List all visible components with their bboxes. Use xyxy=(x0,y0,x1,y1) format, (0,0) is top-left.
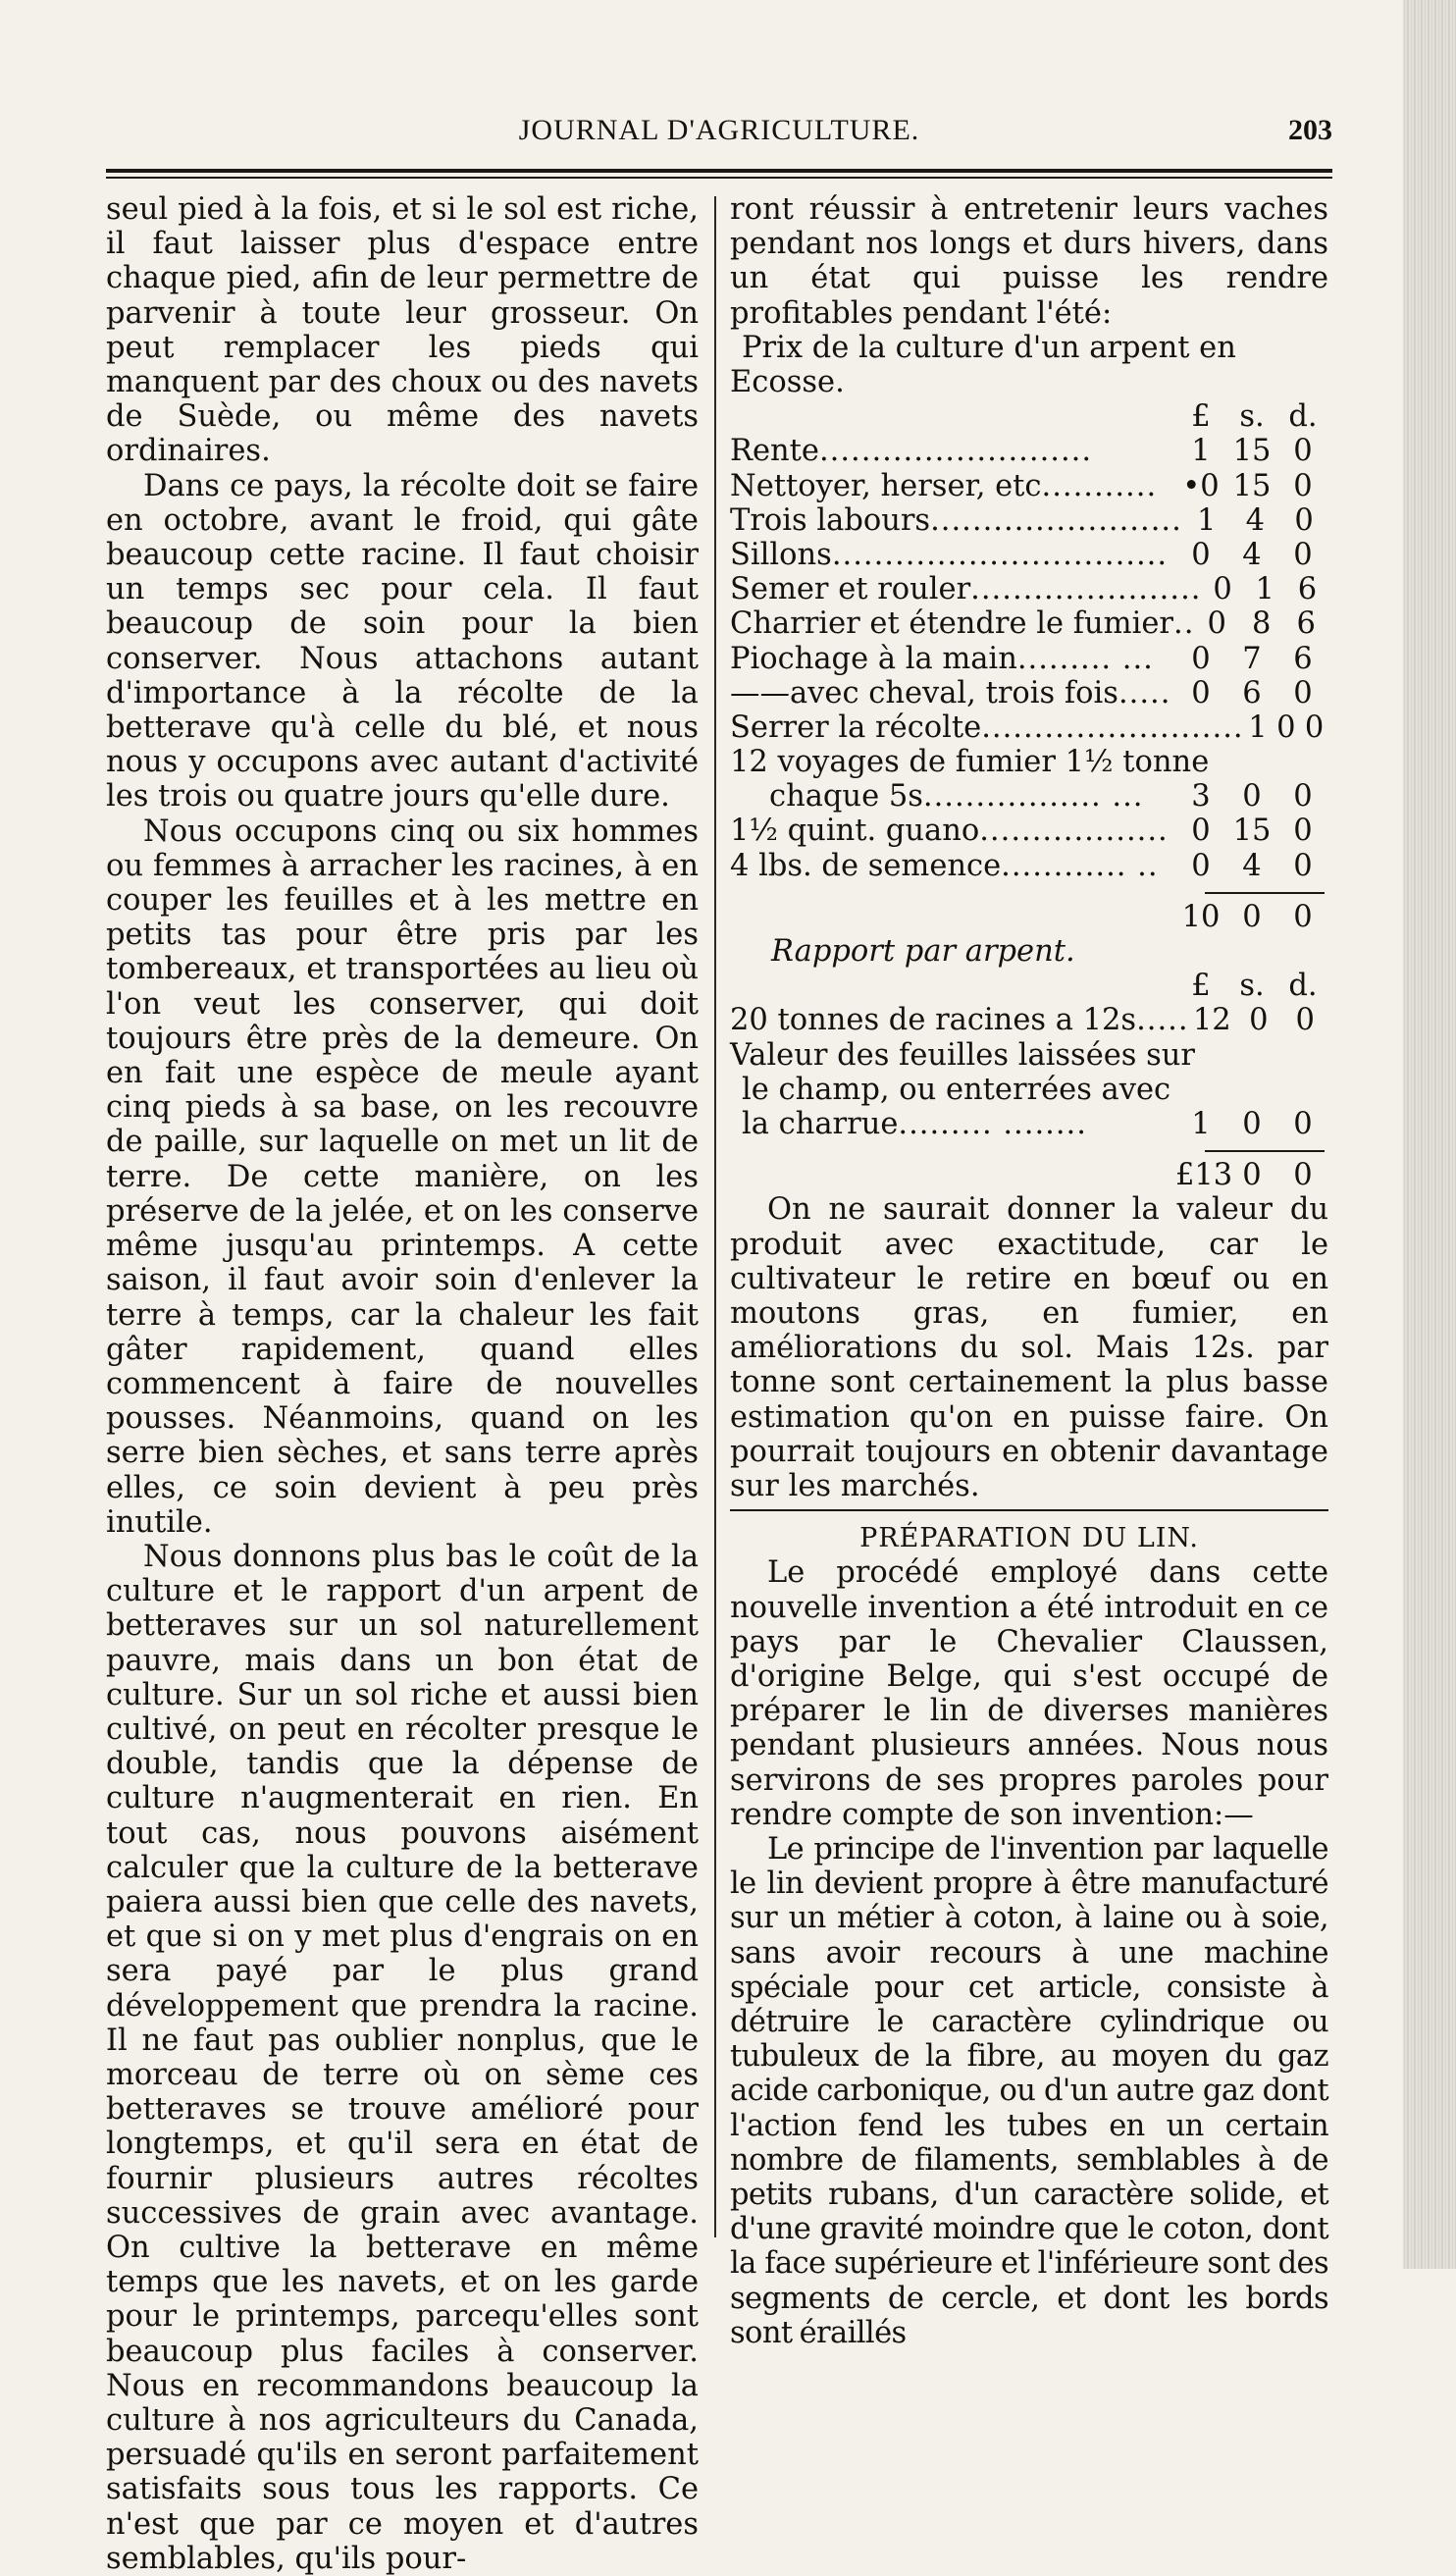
pound-head: £ xyxy=(1191,969,1211,1004)
leader-dots: ...................... xyxy=(970,572,1202,607)
paragraph: Le principe de l'invention par laquelle le lin devient propre à être manufacturé sur un métier à coton, à laine ou à soie, sans avoir recours à une machine spéciale pour cet article, consiste à détruire le caractère cylindrique ou tubuleux de la fibre, au moyen du gaz acide carbonique, ou d'un autre gaz dont l'action fend les tubes en un certain nombre de filaments, semblables à de petits rubans, d'un caractère solide, et d'une gravité moindre que le coton, dont la face supérieure et l'inférieure sont des segments de cercle, et dont les bords sont éraillés xyxy=(730,1831,1328,2350)
left-column xyxy=(106,192,699,2576)
leader-dots: ........................ xyxy=(930,502,1182,538)
pence-cell: 0 xyxy=(1293,537,1313,572)
row-label-text: le champ, ou enterrées avec xyxy=(742,1072,1171,1107)
table-row xyxy=(730,538,1328,572)
table-row xyxy=(730,1107,1328,1141)
shillings-cell: 0 xyxy=(1242,779,1262,815)
pounds-cell: 0 xyxy=(1191,848,1211,883)
pounds-cell: 1 xyxy=(1191,1106,1211,1141)
pounds-cell: 1 xyxy=(1248,710,1268,745)
row-label-text: chaque 5s xyxy=(769,779,923,815)
pence-cell: 6 xyxy=(1293,641,1313,676)
table-row xyxy=(730,745,1328,779)
row-label-text: Nettoyer, herser, etc xyxy=(730,468,1042,503)
page-header xyxy=(106,108,1332,153)
row-label-text: 12 voyages de fumier 1½ tonne xyxy=(730,745,1210,780)
row-label-text: Semer et rouler xyxy=(730,572,971,607)
leader-dots: .................. xyxy=(979,814,1169,849)
pence-head: d. xyxy=(1288,399,1318,435)
pence-cell: 0 xyxy=(1304,710,1325,745)
pounds-cell: 3 xyxy=(1191,779,1211,815)
table-row xyxy=(730,814,1328,848)
row-label-text: 4 lbs. de semence xyxy=(730,848,1002,883)
table-row xyxy=(730,1003,1328,1037)
row-label xyxy=(730,710,1244,745)
paragraph: ront réussir à entretenir leurs vaches pendant nos longs et durs hivers, dans un état qui puisse les rendre profitables pendant l'été: xyxy=(730,192,1328,331)
column-divider xyxy=(714,196,716,2237)
shillings-cell: 7 xyxy=(1242,641,1262,676)
header-rule-thick xyxy=(106,169,1332,173)
shillings-cell: 6 xyxy=(1242,675,1262,710)
paragraph: Le procédé employé dans cette nouvelle invention a été introduit en ce pays par le Chevalier Claussen, d'origine Belge, qui s'est occupé de préparer le lin de diverses manières pendant plusieurs années. Nous nous servirons de ses propres paroles pour rendre compte de son invention:— xyxy=(730,1555,1328,1832)
shillings-cell: 15 xyxy=(1232,434,1272,469)
row-label xyxy=(730,538,1175,572)
cost-table-header xyxy=(730,399,1328,434)
row-label-text: 20 tonnes de racines a 12s xyxy=(730,1003,1137,1038)
page-number: 203 xyxy=(1288,114,1332,146)
cost-total-row xyxy=(730,900,1328,934)
cost-table-title: Prix de la culture d'un arpent en Ecosse. xyxy=(730,330,1236,400)
yield-table-header xyxy=(730,969,1328,1003)
pence-cell: 6 xyxy=(1296,606,1316,642)
pence-cell: 0 xyxy=(1293,779,1313,815)
row-label xyxy=(730,469,1175,503)
pounds-cell: 1 xyxy=(1196,502,1217,538)
pence-cell: 0 xyxy=(1293,434,1313,469)
leader-dots: ............ .. xyxy=(1001,848,1159,883)
row-label xyxy=(730,1073,1175,1107)
row-label xyxy=(730,779,1175,814)
row-label xyxy=(730,849,1175,883)
pence-cell: 0 xyxy=(1293,468,1313,503)
shillings-cell: 15 xyxy=(1232,814,1272,849)
leader-dots: ..... xyxy=(1136,1003,1189,1038)
pounds-cell: 0 xyxy=(1191,814,1211,849)
table-row xyxy=(730,469,1328,503)
shillings-cell: 4 xyxy=(1242,848,1262,883)
pounds-cell: 0 xyxy=(1213,572,1232,607)
row-label-text: la charrue xyxy=(742,1106,899,1141)
table-row xyxy=(730,642,1328,676)
total-pounds: 10 xyxy=(1181,899,1221,934)
pence-cell: 0 xyxy=(1293,675,1313,710)
pence-cell: 0 xyxy=(1293,1106,1313,1141)
leader-dots: ........... xyxy=(1041,468,1158,503)
shillings-cell: 1 xyxy=(1255,572,1274,607)
cost-table-body xyxy=(730,434,1328,882)
row-label-text: 1½ quint. guano xyxy=(730,814,980,849)
table-row xyxy=(730,849,1328,883)
paragraph: Dans ce pays, la récolte doit se faire en octobre, avant le froid, qui gâte beaucoup cette racine. Il faut choisir un temps sec pour cela. Il faut beaucoup de soin pour la bien conserver. Nous attachons autant d'importance à la récolte de la betterave qu'à celle du blé, et nous nous y occupons avec autant d'activité les trois ou quatre jours qu'elle dure. xyxy=(106,468,699,815)
pence-cell: 0 xyxy=(1294,502,1314,538)
paragraph: Nous donnons plus bas le coût de la culture et le rapport d'un arpent de betteraves sur un sol naturellement pauvre, mais dans un bon état de culture. Sur un sol riche et aussi bien cultivé, on peut en récolter presque le double, tandis que la dépense de culture n'augmenterait en rien. En tout cas, nous pouvons aisément calculer que la culture de la betterave paiera aussi bien que celle des navets, et que si on y met plus d'engrais on en sera payé par le plus grand développement que prendra la racine. Il ne faut pas oublier nonplus, que le morceau de terre où on sème ces betteraves se trouve amélioré pour longtemps, et qu'il sera en état de fournir plusieurs autres récoltes successives de grain avec avantage. On cultive la betterave en même temps que les navets, et on les garde pour le printemps, parcequ'elles sont beaucoup plus faciles à conserver. Nous en recommandons beaucoup la culture à nos agriculteurs du Canada, persuadé qu'ils en seront parfaitement satisfaits sous tous les rapports. Ce n'est que par ce moyen et d'autres semblables, qu'ils pour- xyxy=(106,1539,699,2576)
pounds-cell: •0 xyxy=(1182,468,1220,503)
row-label-text: Valeur des feuilles laissées sur xyxy=(730,1037,1196,1073)
row-label-text: Rente xyxy=(730,434,819,469)
row-label xyxy=(730,676,1175,710)
scan-edge-noise xyxy=(1403,0,1456,2269)
pound-head: £ xyxy=(1191,399,1211,435)
shillings-cell: 4 xyxy=(1242,537,1262,572)
total-pounds: £13 xyxy=(1175,1158,1233,1193)
leader-dots: ......... ... xyxy=(1016,641,1154,676)
row-label-text: Piochage à la main xyxy=(730,641,1017,676)
row-label xyxy=(730,642,1175,676)
row-label-text: Trois labours xyxy=(730,502,931,538)
sum-rule xyxy=(730,883,1328,900)
pounds-cell: 0 xyxy=(1207,606,1226,642)
leader-dots: .......................... xyxy=(818,434,1093,469)
yield-table-body xyxy=(730,1003,1328,1141)
row-label-text: Serrer la récolte xyxy=(730,710,982,745)
leader-dots: ..... xyxy=(1118,675,1171,710)
header-rule-thin xyxy=(106,177,1332,179)
row-label xyxy=(730,503,1182,538)
total-pence: 0 xyxy=(1293,1158,1313,1193)
shilling-head: s. xyxy=(1239,969,1265,1004)
row-label-text: Sillons xyxy=(730,537,832,572)
paragraph: On ne saurait donner la valeur du produit avec exactitude, car le cultivateur le retire en bœuf ou en moutons gras, en fumier, en améliorations du sol. Mais 12s. par tonne sont certainement la plus basse estimation qu'on en puisse faire. On pourrait toujours en obtenir davantage sur les marchés. xyxy=(730,1192,1328,1503)
pence-head: d. xyxy=(1288,969,1318,1004)
leader-dots: ......................... xyxy=(981,710,1244,745)
running-title: JOURNAL D'AGRICULTURE. xyxy=(518,114,920,146)
row-label-text: ——avec cheval, trois fois xyxy=(730,675,1118,710)
total-shillings: 0 xyxy=(1242,899,1262,934)
shillings-cell: 0 xyxy=(1276,710,1296,745)
row-label-text: Charrier et étendre le fumier xyxy=(730,606,1173,642)
shillings-cell: 0 xyxy=(1249,1003,1269,1038)
shillings-cell: 0 xyxy=(1242,1106,1262,1141)
leader-dots: ................. ... xyxy=(922,779,1144,815)
yield-total-row xyxy=(730,1158,1328,1192)
pence-cell: 0 xyxy=(1293,848,1313,883)
section-rule xyxy=(730,1503,1328,1521)
pounds-cell: 1 xyxy=(1191,434,1211,469)
pounds-cell: 0 xyxy=(1191,675,1211,710)
table-row xyxy=(730,572,1328,606)
pounds-cell: 12 xyxy=(1192,1003,1231,1038)
table-row xyxy=(730,503,1328,538)
shillings-cell: 4 xyxy=(1245,502,1266,538)
table-row xyxy=(730,1038,1328,1073)
total-shillings: 0 xyxy=(1242,1158,1262,1193)
paragraph: seul pied à la fois, et si le sol est riche, il faut laisser plus d'espace entre chaque pied, afin de leur permettre de parvenir à toute leur grosseur. On peut remplacer les pieds qui manquent par des choux ou des navets de Suède, ou même des navets ordinaires. xyxy=(106,192,699,469)
row-label xyxy=(730,1107,1175,1141)
row-label xyxy=(730,606,1194,641)
shilling-head: s. xyxy=(1239,399,1265,435)
shillings-cell: 8 xyxy=(1251,606,1272,642)
table-row xyxy=(730,676,1328,710)
table-row xyxy=(730,606,1328,641)
pence-cell: 0 xyxy=(1295,1003,1315,1038)
table-row xyxy=(730,434,1328,468)
leader-dots: .. xyxy=(1173,606,1195,642)
row-label xyxy=(730,745,1209,779)
row-label xyxy=(730,572,1201,606)
section-title: PRÉPARATION DU LIN. xyxy=(859,1523,1199,1554)
table-row xyxy=(730,779,1328,814)
row-label xyxy=(730,814,1175,848)
paragraph: Nous occupons cinq ou six hommes ou femmes à arracher les racines, à en couper les feuilles et à les mettre en petits tas pour être pris par les tombereaux, et transportées au lieu où l'on veut les conserver, qui doit toujours être près de la demeure. On en fait une espèce de meule ayant cinq pieds à sa base, on les recouvre de paille, sur laquelle on met un lit de terre. De cette manière, on les préserve de la jelée, et on les conserve même jusqu'au printemps. A cette saison, il faut avoir soin d'enlever la terre à temps, car la chaleur les fait gâter rapidement, quand elles commencent à faire de nouvelles pousses. Néanmoins, quand on les serre bien sèches, et sans terre après elles, ce soin devient à peu près inutile. xyxy=(106,814,699,1540)
pence-cell: 0 xyxy=(1293,814,1313,849)
yield-table-title: Rapport par arpent. xyxy=(771,934,1075,970)
pounds-cell: 0 xyxy=(1191,537,1211,572)
leader-dots: ................................ xyxy=(831,537,1169,572)
pounds-cell: 0 xyxy=(1191,641,1211,676)
table-row xyxy=(730,1073,1328,1107)
total-pence: 0 xyxy=(1293,899,1313,934)
leader-dots: ......... ........ xyxy=(898,1106,1087,1141)
sum-rule xyxy=(730,1141,1328,1158)
right-column xyxy=(730,192,1328,2350)
pence-cell: 6 xyxy=(1297,572,1318,607)
row-label xyxy=(730,1003,1189,1037)
shillings-cell: 15 xyxy=(1232,468,1272,503)
table-row xyxy=(730,710,1328,745)
row-label xyxy=(730,434,1175,468)
row-label xyxy=(730,1038,1195,1073)
